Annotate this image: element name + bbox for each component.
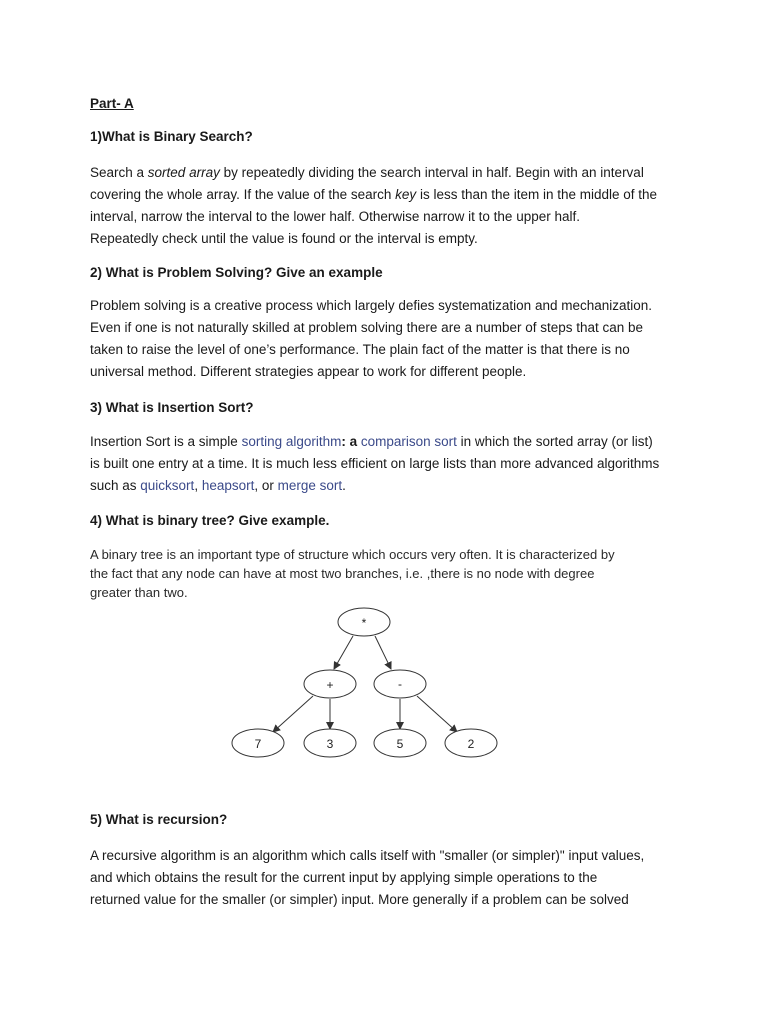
q1-text: Search a bbox=[90, 165, 148, 180]
q4-heading: 4) What is binary tree? Give example. bbox=[90, 513, 330, 528]
q1-line-4: Repeatedly check until the value is found or the interval is empty. bbox=[90, 231, 478, 246]
link-heapsort[interactable]: heapsort bbox=[201, 478, 255, 493]
q3-text: : a bbox=[341, 434, 361, 449]
q3-text: in which the sorted array (or list) bbox=[456, 434, 653, 449]
q3-line-3 bbox=[90, 475, 659, 497]
q2-line: taken to raise the level of one’s performance. The plain fact of the matter is that there is no bbox=[90, 342, 630, 357]
q3-text: such as bbox=[90, 478, 141, 493]
edge-root-left bbox=[334, 636, 353, 669]
q3-text: , or bbox=[254, 478, 278, 493]
q1-heading: 1)What is Binary Search? bbox=[90, 129, 253, 144]
q3-text: . bbox=[342, 478, 346, 493]
q4-line: the fact that any node can have at most two branches, i.e. ,there is no node with degree bbox=[90, 566, 595, 581]
q3-heading: 3) What is Insertion Sort? bbox=[90, 400, 254, 415]
q3-text: , bbox=[194, 478, 202, 493]
node-leaf-4-label: 2 bbox=[467, 737, 475, 751]
q1-answer bbox=[90, 162, 657, 250]
q1-text: by repeatedly dividing the search interval in half. Begin with an interval bbox=[219, 165, 644, 180]
q5-line: returned value for the smaller (or simpler) input. More generally if a problem can be solved bbox=[90, 892, 629, 907]
node-left-label: + bbox=[326, 678, 334, 692]
edge-root-right bbox=[375, 636, 391, 669]
q1-text: covering the whole array. If the value of the search bbox=[90, 187, 396, 202]
q2-line: Problem solving is a creative process which largely defies systematization and mechanization. bbox=[90, 298, 653, 313]
node-right-label: - bbox=[398, 677, 402, 691]
node-leaf-2-label: 3 bbox=[326, 737, 334, 751]
q1-emphasis-key: key bbox=[395, 187, 417, 202]
q1-line-1 bbox=[90, 162, 657, 184]
q2-line: Even if one is not naturally skilled at problem solving there are a number of steps that can be bbox=[90, 320, 644, 335]
q4-line: A binary tree is an important type of structure which occurs very often. It is characterized by bbox=[90, 547, 615, 562]
q1-line-3: interval, narrow the interval to the lower half. Otherwise narrow it to the upper half. bbox=[90, 209, 580, 224]
q3-text: Insertion Sort is a simple bbox=[90, 434, 242, 449]
link-comparison-sort[interactable]: comparison sort bbox=[360, 434, 457, 449]
q5-answer bbox=[90, 845, 644, 911]
binary-tree-diagram bbox=[225, 605, 510, 765]
node-leaf-3-label: 5 bbox=[396, 737, 404, 751]
q2-heading: 2) What is Problem Solving? Give an example bbox=[90, 265, 383, 280]
edge-minus-2 bbox=[417, 696, 457, 732]
q2-line: universal method. Different strategies appear to work for different people. bbox=[90, 364, 527, 379]
q3-line-2: is built one entry at a time. It is much less efficient on large lists than more advanced algorithms bbox=[90, 456, 660, 471]
q1-emphasis-sorted-array: sorted array bbox=[147, 165, 220, 180]
link-quicksort[interactable]: quicksort bbox=[140, 478, 195, 493]
node-leaf-1-label: 7 bbox=[254, 737, 262, 751]
part-label: Part- A bbox=[90, 96, 134, 111]
q3-line-1 bbox=[90, 431, 659, 453]
q1-text: is less than the item in the middle of the bbox=[416, 187, 658, 202]
q4-line: greater than two. bbox=[90, 585, 188, 600]
q4-answer bbox=[90, 545, 615, 602]
q5-heading: 5) What is recursion? bbox=[90, 812, 228, 827]
edge-plus-7 bbox=[273, 696, 313, 732]
link-sorting-algorithm[interactable]: sorting algorithm bbox=[241, 434, 342, 449]
q3-answer bbox=[90, 431, 659, 497]
link-merge-sort[interactable]: merge sort bbox=[277, 478, 343, 493]
q5-line: A recursive algorithm is an algorithm which calls itself with "smaller (or simpler)" input values, bbox=[90, 848, 645, 863]
q2-answer bbox=[90, 295, 652, 383]
node-root-label: * bbox=[361, 616, 367, 630]
q5-line: and which obtains the result for the current input by applying simple operations to the bbox=[90, 870, 598, 885]
q1-line-2 bbox=[90, 184, 657, 206]
